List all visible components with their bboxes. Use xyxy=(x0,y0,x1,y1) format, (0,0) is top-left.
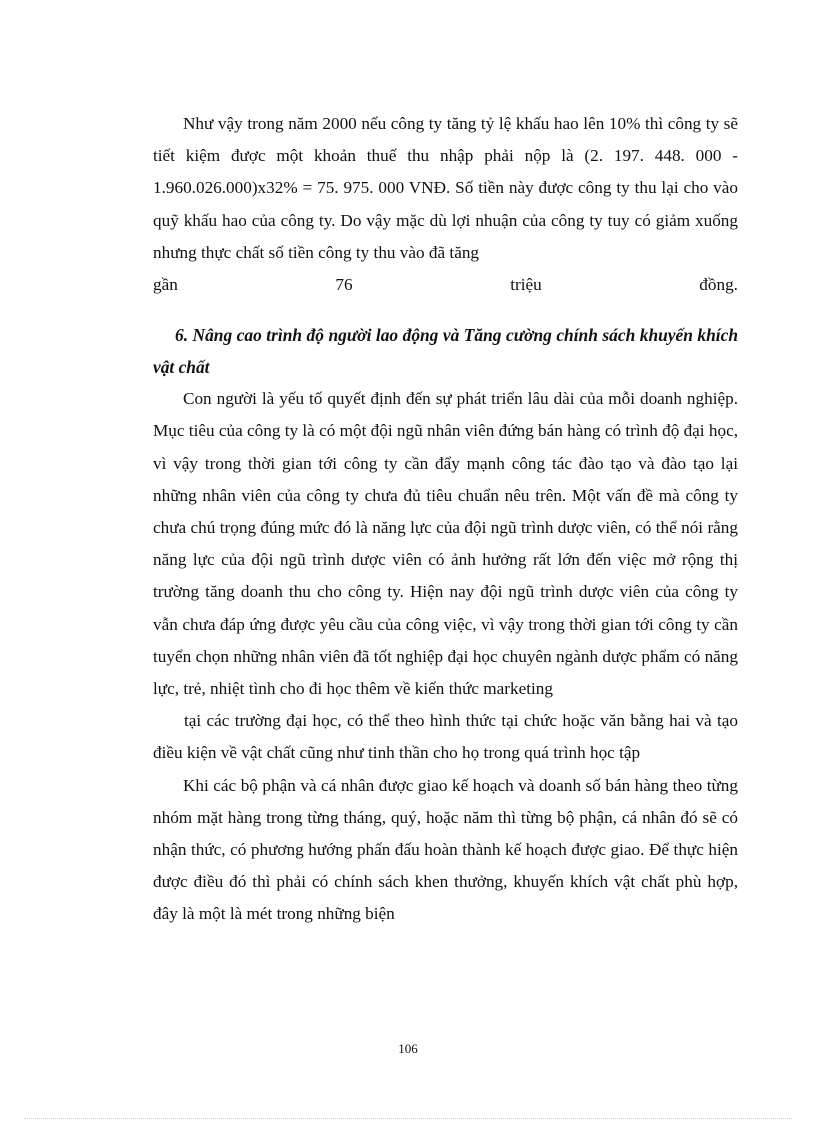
paragraph-training: tại các trường đại học, có thể theo hình thức tại chức hoặc văn bằng hai và tạo điều kiện về vật chất cũng như tinh thần cho họ trong quá trình học tập xyxy=(153,711,738,763)
last-line-word: đồng. xyxy=(699,275,738,295)
paragraph-incentives: Khi các bộ phận và cá nhân được giao kế hoạch và doanh số bán hàng theo từng nhóm mặt hàng trong từng tháng, quý, hoặc năm thì từng bộ phận, cá nhân đó sẽ có nhận thức, có phương hướng phấn đấu hoàn thành kế hoạch được giao. Để thực hiện được điều đó thì phải có chính sách khen thưởng, khuyến khích vật chất phù hợp, đây là một là mét trong những biện xyxy=(153,775,738,924)
last-line-word: 76 xyxy=(335,275,353,295)
section-heading: 6. Nâng cao trình độ người lao động và Tăng cường chính sách khuyến khích vật chất xyxy=(153,325,738,378)
paragraph-depreciation-tax-last-line xyxy=(153,269,738,301)
page-number: 106 xyxy=(398,1041,418,1056)
paragraph-depreciation-tax xyxy=(153,108,738,269)
paragraph-human-resources: Con người là yếu tố quyết định đến sự phát triển lâu dài của mỗi doanh nghiệp. Mục tiêu của công ty là có một đội ngũ nhân viên đứng bán hàng có trình độ đại học, vì vậy trong thời gian tới công ty cần đẩy mạnh công tác đào tạo và đào tạo lại những nhân viên của công ty chưa đủ tiêu chuẩn nêu trên. Một vấn đề mà công ty chưa chú trọng đúng mức đó là năng lực của đội ngũ trình dược viên, có thể nói rằng năng lực của đội ngũ trình dược viên có ảnh hưởng rất lớn đến việc mở rộng thị trường tăng doanh thu cho công ty. Hiện nay đội ngũ trình dược viên của công ty vẫn chưa đáp ứng được yêu cầu của công việc, vì vậy trong thời gian tới công ty cần tuyển chọn những nhân viên đã tốt nghiệp đại học chuyên ngành dược phẩm có năng lực, trẻ, nhiệt tình cho đi học thêm về kiến thức marketing xyxy=(153,389,738,699)
last-line-word: triệu xyxy=(510,275,542,295)
page-body xyxy=(153,108,738,931)
page-bottom-divider xyxy=(24,1118,792,1119)
last-line-word: gần xyxy=(153,275,178,295)
paragraph-depreciation-tax-text: Như vậy trong năm 2000 nếu công ty tăng tỷ lệ khấu hao lên 10% thì công ty sẽ tiết kiệm được một khoản thuế thu nhập phải nộp là (2. 197. 448. 000 - 1.960.026.000)x32% = 75. 975. 000 VNĐ. Số tiền này được công ty thu lại cho vào quỹ khấu hao của công ty. Do vậy mặc dù lợi nhuận của công ty tuy có giảm xuống nhưng thực chất số tiền công ty thu vào đã tăng xyxy=(153,114,738,262)
